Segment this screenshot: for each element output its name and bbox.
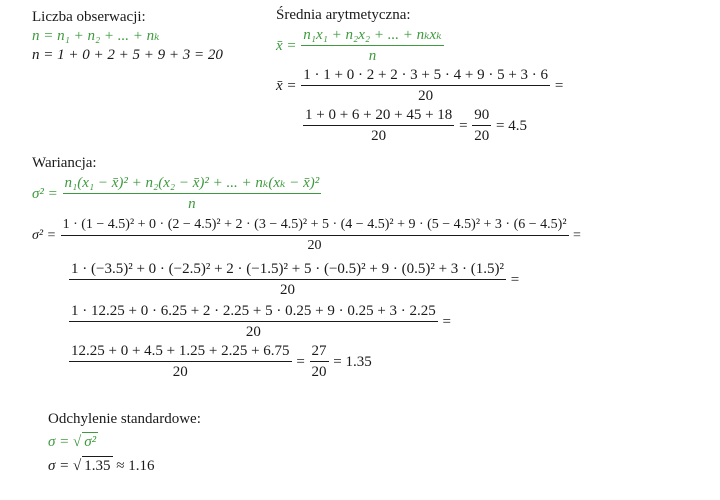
variance-step4-result: = 1.35 <box>333 353 372 370</box>
variance-formula-denominator: n <box>188 196 196 212</box>
stddev-calc <box>48 456 155 475</box>
stddev-heading: Odchylenie standardowe: <box>48 411 201 427</box>
mean-step2-result: = 4.5 <box>496 117 527 134</box>
variance-step2-rel: = <box>510 271 520 288</box>
mean-step2-denominator: 20 <box>371 128 387 144</box>
variance-step4-fraction2 <box>310 342 329 381</box>
variance-step2 <box>68 260 519 299</box>
mean-formula-denominator: n <box>368 48 377 64</box>
variance-step4 <box>68 342 372 381</box>
mean-formula-lhs: x̄ = <box>276 37 297 54</box>
variance-step3-numerator: 1 · 12.25 + 0 · 6.25 + 2 · 2.25 + 5 · 0.25 + 9 · 0.25 + 3 · 2.25 <box>69 302 438 322</box>
mean-step2-fraction2 <box>472 106 491 145</box>
variance-step3-fraction <box>69 302 438 341</box>
variance-step1 <box>32 216 581 255</box>
variance-step3-denominator: 20 <box>245 324 261 340</box>
variance-step1-denominator: 20 <box>307 238 322 253</box>
variance-step1-fraction <box>61 216 569 255</box>
variance-step4-numerator: 12.25 + 0 + 4.5 + 1.25 + 2.25 + 6.75 <box>69 342 292 362</box>
mean-step2-denominator2: 20 <box>474 128 490 144</box>
observations-calc: n = 1 + 0 + 2 + 5 + 9 + 3 = 20 <box>32 47 223 63</box>
mean-step1-rel: = <box>554 77 564 94</box>
variance-step1-rel: = <box>573 227 581 243</box>
variance-step3 <box>68 302 451 341</box>
mean-step2-eq: = <box>459 117 468 134</box>
variance-step4-numerator2: 27 <box>310 342 329 362</box>
mean-step1-numerator: 1 · 1 + 0 · 2 + 2 · 3 + 5 · 4 + 9 · 5 + 3 · 6 <box>301 66 550 86</box>
mean-step2-fraction <box>303 106 454 145</box>
stddev-formula-lhs: σ = <box>48 434 70 450</box>
sqrt-symbol: √ <box>73 434 82 450</box>
mean-formula-fraction <box>301 26 443 65</box>
stddev-formula-radicand: σ² <box>84 434 97 450</box>
mean-step1-lhs: x̄ = <box>276 77 297 94</box>
mean-step1 <box>276 66 563 105</box>
mean-step1-denominator: 20 <box>418 88 434 104</box>
stddev-formula <box>48 432 98 451</box>
mean-step2 <box>302 106 527 145</box>
variance-heading: Wariancja: <box>32 155 97 171</box>
variance-step3-rel: = <box>442 313 451 330</box>
variance-step2-fraction <box>69 260 506 299</box>
mean-formula-numerator: n₁x₁ + n₂x₂ + ... + nₖxₖ <box>301 26 443 46</box>
variance-formula-lhs: σ² = <box>32 185 58 202</box>
variance-step4-denominator2: 20 <box>311 364 327 380</box>
observations-heading: Liczba obserwacji: <box>32 9 146 25</box>
mean-step2-numerator: 1 + 0 + 6 + 20 + 45 + 18 <box>303 106 454 126</box>
stddev-calc-result: ≈ 1.16 <box>116 458 155 474</box>
variance-formula-numerator: n₁(x₁ − x̄)² + n₂(x₂ − x̄)² + ... + nₖ(xₖ − x̄)² <box>63 174 322 194</box>
variance-step2-numerator: 1 · (−3.5)² + 0 · (−2.5)² + 2 · (−1.5)² + 5 · (−0.5)² + 9 · (0.5)² + 3 · (1.5)² <box>69 260 506 280</box>
variance-step1-lhs: σ² = <box>32 227 57 243</box>
variance-formula <box>32 174 322 213</box>
mean-formula <box>276 26 445 65</box>
sqrt-symbol: √ <box>73 458 82 474</box>
stddev-calc-radicand: 1.35 <box>84 458 111 474</box>
variance-step4-denominator: 20 <box>172 364 188 380</box>
mean-step2-numerator2: 90 <box>472 106 491 126</box>
stddev-calc-lhs: σ = <box>48 458 70 474</box>
variance-step2-denominator: 20 <box>280 282 296 298</box>
variance-step4-eq: = <box>296 353 305 370</box>
variance-formula-fraction <box>63 174 322 213</box>
variance-step4-fraction <box>69 342 292 381</box>
mean-step1-fraction <box>301 66 550 105</box>
mean-heading: Średnia arytmetyczna: <box>276 7 411 23</box>
variance-step1-numerator: 1 · (1 − 4.5)² + 0 · (2 − 4.5)² + 2 · (3 − 4.5)² + 5 · (4 − 4.5)² + 9 · (5 − 4.5)² + 3 · (6 − 4.5)² <box>61 216 569 236</box>
observations-formula: n = n₁ + n₂ + ... + nₖ <box>32 28 160 44</box>
